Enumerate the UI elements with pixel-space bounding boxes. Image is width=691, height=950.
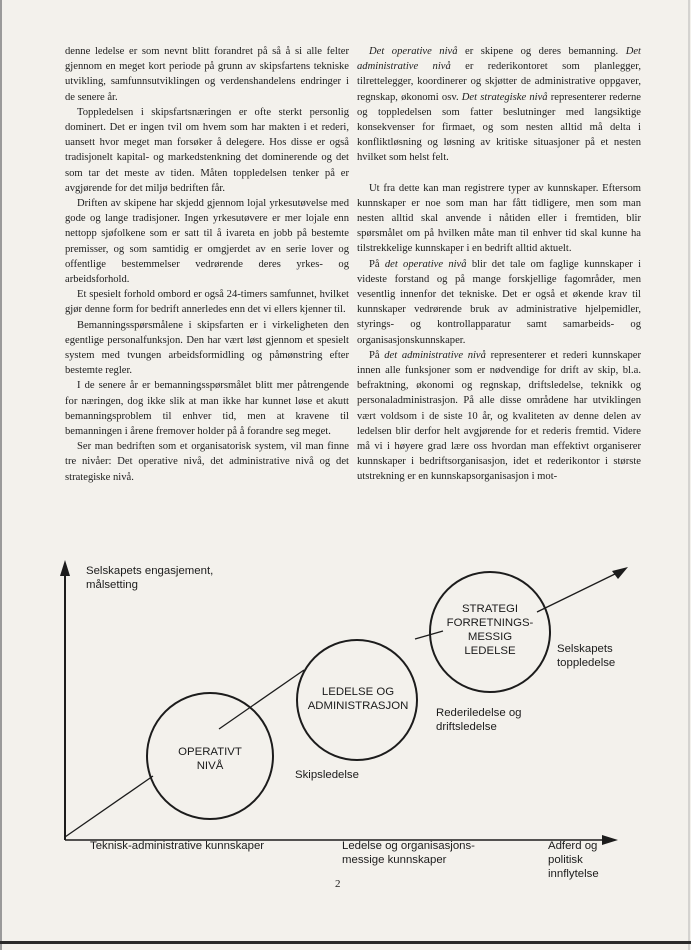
circle3-line: FORRETNINGS- (446, 617, 534, 629)
italic-term: Det strategiske nivå (461, 91, 548, 103)
paragraph: Ser man bedriften som et organisatorisk system, vil man finne tre nivåer: Det operative nivå, det administrative nivå og det strategiske nivå. (65, 441, 349, 483)
circle1-line: NIVÅ (196, 760, 224, 772)
italic-term: det operative nivå (384, 258, 467, 270)
right-text-column (357, 44, 641, 485)
label-line: messige kunnskaper (342, 854, 447, 866)
text-run: blir det tale om faglige kunnskaper i videste forstand og på mange forskjellige fagområder, men vesentlig innenfor det tekniske. Det er også et økende krav til kunnskaper vedrørende bruk av administrative hjelpemidler, styrings- og kontrollapparatur samt samarbeids- og organisasjonskunnskaper. (357, 258, 642, 346)
y-axis-label (86, 564, 213, 592)
paragraph-gap (357, 166, 641, 181)
levels-diagram (0, 550, 691, 880)
paragraph: I de senere år er bemanningsspørsmålet blitt mer påtrengende for næringen, dog ikke slik at man ikke har kunnet løse et akutt bemanningsproblem til enhver tid, men at kravene til bemanningen i årene fremover holder på å forandre seg meget. (65, 380, 349, 438)
label-line: driftsledelse (436, 721, 497, 733)
x-label-teknisk: Teknisk-administrative kunnskaper (90, 840, 265, 852)
x-axis-arrow-icon (602, 835, 618, 845)
label-line: toppledelse (557, 657, 616, 669)
circle3-line: LEDELSE (464, 645, 516, 657)
text-run: representerer rederne og toppledelsen som fatter beslutninger med langsiktige konsekvenser for firmaet, og som nesten alltid må delta i konfliktløsning og løsning av kritiske situasjoner på et nesten hvilket som helst felt. (357, 91, 641, 164)
label-line: Selskapets (557, 643, 613, 655)
label-toppledelse (557, 642, 615, 670)
paragraph-operative (357, 257, 641, 348)
circle1-label (170, 745, 250, 773)
label-rederiledelse (436, 706, 522, 734)
text-run: På (369, 349, 385, 361)
y-axis-label-line: Selskapets engasjement, (86, 565, 214, 577)
label-line: Ledelse og organisasjons- (342, 840, 475, 852)
x-label-ledelse (342, 839, 475, 867)
bottom-rule (0, 941, 691, 944)
paragraph: denne ledelse er som nevnt blitt forandret på så å si alle felter gjennom en meget kort periode på grunn av skipsfartens tekniske utvikling, samfunnsutviklingen og verdenshandelens endringer i de senere år. (65, 46, 349, 103)
paragraph: Toppledelsen i skipsfartsnæringen er ofte sterkt personlig dominert. Det er ingen tvil om hvem som har makten i et rederi, uansett hvor meget man forsøker å delegere. Hos disse er også tradisjonelt kapital- og markedstenkning det dominerende og det som tar det meste av tiden. Måten toppledelsen tenker på er avgjørende for det miljø bedriften får. (65, 106, 349, 194)
x-label-adferd (548, 839, 599, 881)
growth-curve (65, 776, 153, 837)
circle3-label (438, 602, 542, 658)
italic-term: Det operative nivå (369, 46, 458, 57)
paragraph: Bemanningsspørsmålene i skipsfarten er i virkeligheten den egentlige personalfunksjon. Den har vært løst gjennom et spesielt system med tvungen arbeidsformidling og påmønstring efter bestemte regler. (65, 319, 349, 377)
diagram-graphics (0, 550, 691, 880)
italic-term: det administrative nivå (384, 349, 486, 361)
y-axis-label-line: målsetting (86, 579, 138, 591)
label-skipsledelse: Skipsledelse (295, 769, 359, 781)
paragraph: Driften av skipene har skjedd gjennom lojal yrkesutøvelse med gode og lange tradisjoner. Ingen yrkesutøvere er mer lojale enn nettopp sjøfolkene som er satt til å ivareta en jobb på bestemte premisser, og som samtidig er omgjerdet av en serie lover og offentlige bestemmelser vedrørende deres yrkes- og arbeidsforhold. (65, 198, 349, 286)
paragraph: Et spesielt forhold ombord er også 24-timers samfunnet, hvilket gjør denne form for bedrift annerledes enn det vi ellers kjenner til. (65, 289, 349, 316)
circle2-line: LEDELSE OG (321, 686, 395, 698)
paragraph-administrative (357, 348, 641, 485)
italic-term: Det administrative nivå (357, 46, 641, 73)
curve-arrow-icon (612, 567, 628, 579)
page-number: 2 (335, 878, 341, 890)
circle1-line: OPERATIVT (178, 746, 242, 758)
paragraph: Ut fra dette kan man registrere typer av kunnskaper. Eftersom kunnskaper er noe som man har fått tidligere, men som man nesten alltid skal anvende i nåtiden eller i fremtiden, blir spørsmålet om på hvilken måte man til enhver tid skal kunne ha tilstrekkelige kunnskaper i en bedrift alltid aktuelt. (357, 182, 641, 255)
label-line: politisk (548, 854, 583, 866)
text-run: er skipene og deres bemanning. (457, 46, 626, 57)
left-text-column (65, 44, 349, 485)
label-line: Adferd og (548, 840, 598, 852)
text-run: På (369, 258, 385, 270)
text-run: representerer et rederi kunnskaper innen alle funksjoner som er nødvendige for drift av skip, bl.a. befraktning, økonomi og regnskap, driftsledelse, teknikk og personaladministrasjon. På alle disse områdene har utviklingen vært voldsom i de siste 10 år, og kvaliteten av denne delen av ledelsen blir derfor helt avgjørende for et rederis fremtid. Videre må vi i høyere grad lære oss hvordan man effektivt organiserer kunnskaper i bedriftsorganisasjon, idet et rederikontor i største utstrekning er en kunnskapsorganisasjon i mot- (357, 349, 641, 483)
circle2-line: ADMINISTRASJON (307, 700, 409, 712)
growth-curve (537, 573, 617, 612)
label-line: innflytelse (548, 868, 599, 880)
circle2-label (302, 685, 414, 713)
text-run: er rederikontoret som planlegger, tilrettelegger, koordinerer og skjøtter de administrative oppgaver, regnskap, økonomi osv. (357, 61, 642, 103)
circle3-line: STRATEGI (461, 603, 519, 615)
label-line: Rederiledelse og (436, 707, 522, 719)
circle3-line: MESSIG (467, 631, 513, 643)
y-axis-arrow-icon (60, 560, 70, 576)
paragraph-levels (357, 44, 641, 166)
